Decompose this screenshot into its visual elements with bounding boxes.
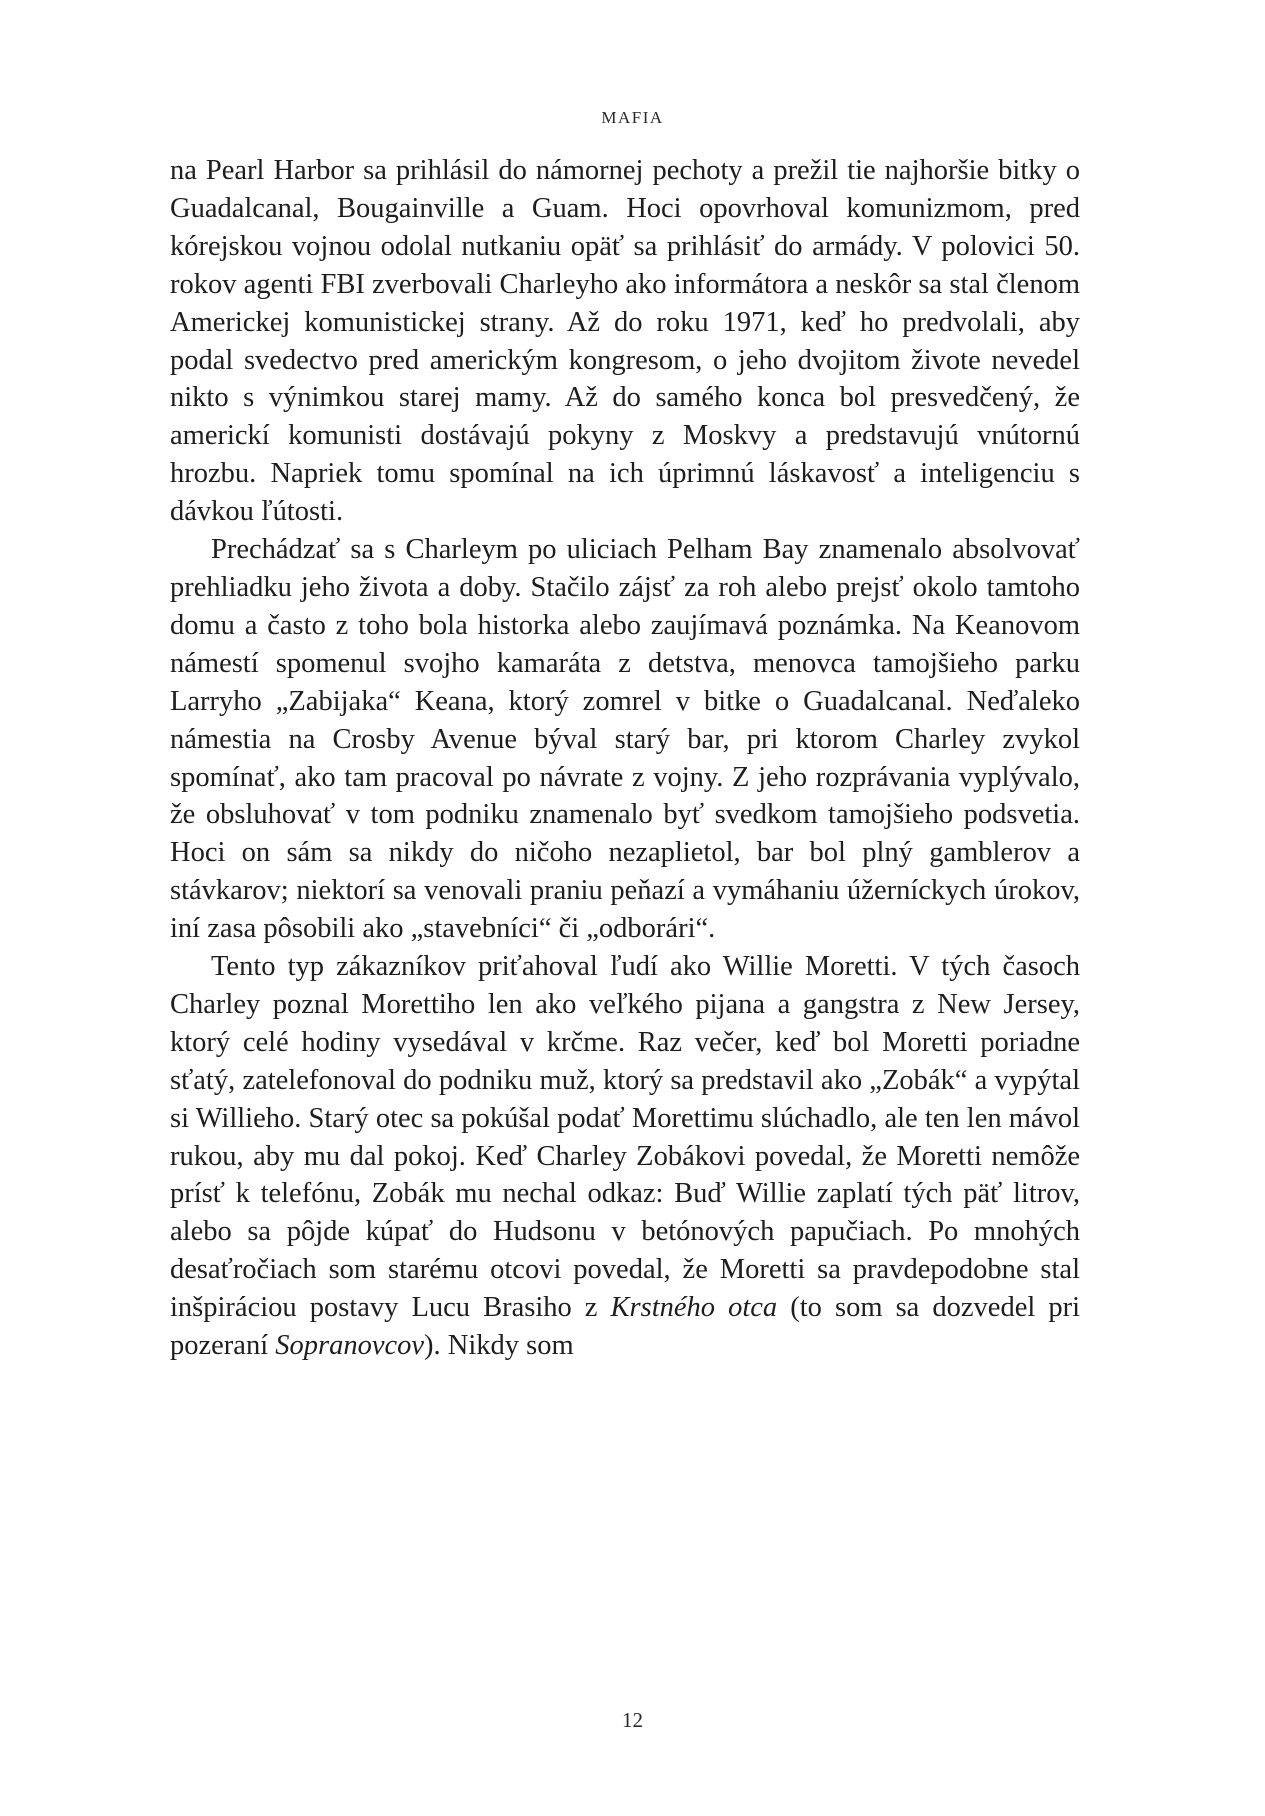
book-title-krstneho-otca: Krstného otca (610, 1292, 778, 1324)
paragraph-3-text-before: Tento typ zákazníkov priťahoval ľudí ako Willie Moretti. V tých časoch Charley poznal Morettiho len ako veľkého pijana a gangstra z New Jersey, ktorý celé hodiny vysedával v krčme. Raz večer, keď bol Moretti poriadne sťatý, zatelefonoval do podniku muž, ktorý sa predstavil ako „Zobák“ a vypýtal si Willieho. Starý otec sa pokúšal podať Morettimu slúchadlo, ale ten len mávol rukou, aby mu dal pokoj. Keď Charley Zobákovi povedal, že Moretti nemôže prísť k telefónu, Zobák mu nechal odkaz: Buď Willie zaplatí tých päť litrov, alebo sa pôjde kúpať do Hudsonu v betónových papučiach. Po mnohých desaťročiach som starému otcovi povedal, že Moretti sa pravdepodobne stal inšpiráciou postavy Lucu Brasiho z (170, 951, 1080, 1324)
paragraph-3-text-after: ). Nikdy som (424, 1330, 574, 1362)
series-title-sopranovcov: Sopranovcov (275, 1330, 425, 1362)
body-text (170, 152, 1080, 1365)
page-number: 12 (622, 1708, 643, 1732)
running-head: MAFIA (601, 108, 664, 127)
paragraph-1: na Pearl Harbor sa prihlásil do námornej pechoty a prežil tie najhoršie bitky o Guadalcanal, Bougainville a Guam. Hoci opovrhoval komunizmom, pred kórejskou vojnou odolal nutkaniu opäť sa prihlásiť do armády. V polovici 50. rokov agenti FBI zverbovali Charleyho ako informátora a neskôr sa stal členom Americkej komunistickej strany. Až do roku 1971, keď ho predvolali, aby podal svedectvo pred americkým kongresom, o jeho dvojitom živote nevedel nikto s výnimkou starej mamy. Až do samého konca bol presvedčený, že americkí komunisti dostávajú pokyny z Moskvy a predstavujú vnútornú hrozbu. Napriek tomu spomínal na ich úprimnú láskavosť a inteligenciu s dávkou ľútosti. (170, 155, 1080, 528)
paragraph-3 (170, 948, 1080, 1365)
paragraph-2: Prechádzať sa s Charleym po uliciach Pelham Bay znamenalo absolvovať prehliadku jeho života a doby. Stačilo zájsť za roh alebo prejsť okolo tamtoho domu a často z toho bola historka alebo zaujímavá poznámka. Na Keanovom námestí spomenul svojho kamaráta z detstva, menovca tamojšieho parku Larryho „Zabijaka“ Keana, ktorý zomrel v bitke o Guadalcanal. Neďaleko námestia na Crosby Avenue býval starý bar, pri ktorom Charley zvykol spomínať, ako tam pracoval po návrate z vojny. Z jeho rozprávania vyplývalo, že obsluhovať v tom podniku znamenalo byť svedkom tamojšieho podsvetia. Hoci on sám sa nikdy do ničoho nezaplietol, bar bol plný gamblerov a stávkarov; niektorí sa venovali praniu peňazí a vymáhaniu úžerníckych úrokov, iní zasa pôsobili ako „stavebníci“ či „odborári“. (170, 534, 1080, 945)
paragraph-3-text-middle: (to som sa dozvedel pri pozeraní (170, 1292, 1080, 1362)
